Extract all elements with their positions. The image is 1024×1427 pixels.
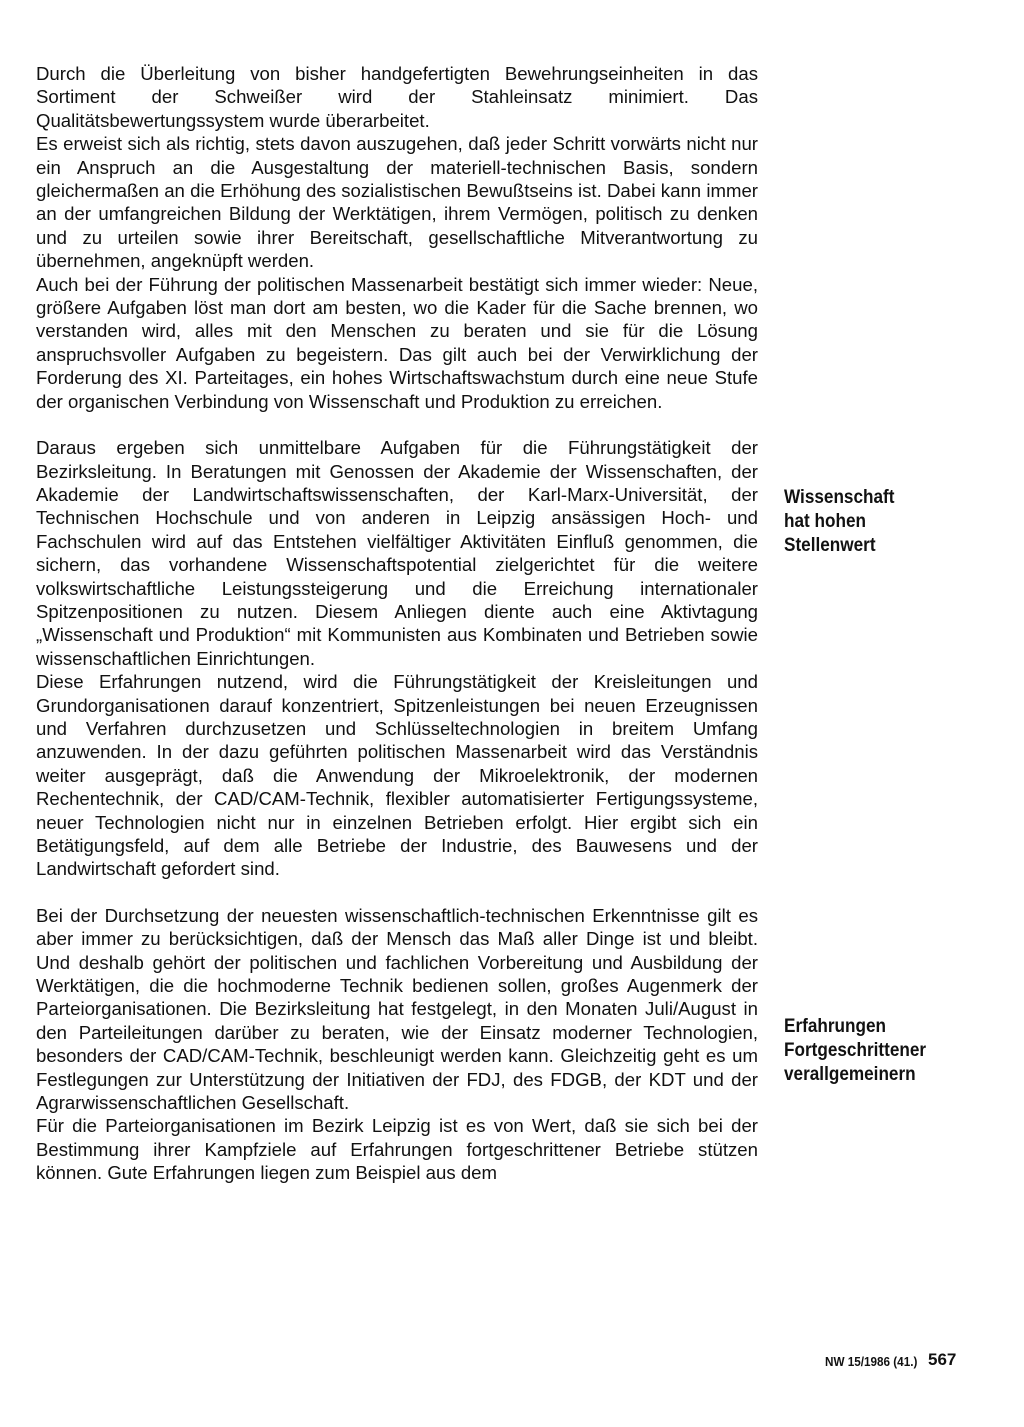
margin-heading-line: Fortgeschrittener [784, 1039, 927, 1061]
paragraph-5: Diese Erfahrungen nutzend, wird die Führungstätigkeit der Kreisleitungen und Grundorganisationen darauf konzentriert, Spitzenleistungen bei neuen Erzeugnissen und Verfahren durchzusetzen und Schlüsseltechnologien in breitem Umfang anzuwenden. In der dazu geführten politischen Massenarbeit wird das Verständnis weiter ausgeprägt, daß die Anwendung der Mikroelektronik, der modernen Rechentechnik, der CAD/CAM-Technik, flexibler automatisierter Fertigungssysteme, neuer Technologien nicht nur in einzelnen Betrieben erfolgt. Hier ergibt sich ein Betätigungsfeld, auf dem alle Betriebe der Industrie, des Bauwesens und der Landwirtschaft gefordert sind. [36, 671, 758, 880]
margin-heading-line: hat hohen [784, 510, 866, 532]
body-column [36, 62, 758, 1185]
journal-issue: NW 15/1986 (41.) [825, 1354, 918, 1369]
paragraph-2: Es erweist sich als richtig, stets davon auszugehen, daß jeder Schritt vorwärts nicht nur ein Anspruch an die Ausgestaltung der materiell-technischen Basis, sondern gleichermaßen an die Erhöhung des sozialistischen Bewußtseins ist. Dabei kann immer an der umfangreichen Bildung der Werktätigen, ihrem Vermögen, politisch zu denken und zu urteilen sowie ihrer Bereitschaft, gesellschaftliche Mitverantwortung zu übernehmen, angeknüpft werden. [36, 133, 758, 272]
margin-heading-line: Erfahrungen [784, 1015, 887, 1037]
page-footer [0, 1350, 1024, 1374]
margin-heading-line: verallgemeinern [784, 1063, 916, 1085]
margin-heading-wissenschaft [784, 485, 978, 557]
paragraph-7: Für die Parteiorganisationen im Bezirk Leipzig ist es von Wert, daß sie sich bei der Bestimmung ihrer Kampfziele auf Erfahrungen fortgeschrittener Betriebe stützen können. Gute Erfahrungen liegen zum Beispiel aus dem [36, 1115, 758, 1184]
paragraph-4: Daraus ergeben sich unmittelbare Aufgaben für die Führungstätigkeit der Bezirksleitung. In Beratungen mit Genossen der Akademie der Wissenschaften, der Akademie der Landwirtschaftswissenschaften, der Karl-Marx-Universität, der Technischen Hochschule und von anderen in Leipzig ansässigen Hoch- und Fachschulen wird auf das Entstehen vielfältiger Aktivitäten Einfluß genommen, die sichern, das vorhandene Wissenschaftspotential zielgerichtet für die weitere volkswirtschaftliche Leistungssteigerung und die Erreichung internationaler Spitzenpositionen zu nutzen. Diesem Anliegen diente auch eine Aktivtagung „Wissenschaft und Produktion“ mit Kommunisten aus Kombinaten und Betrieben sowie wissenschaftlichen Einrichtungen. [36, 437, 758, 669]
margin-heading-erfahrungen [784, 1014, 978, 1086]
margin-heading-line: Stellenwert [784, 534, 876, 556]
paragraph-3: Auch bei der Führung der politischen Massenarbeit bestätigt sich immer wieder: Neue, größere Aufgaben löst man dort am besten, wo die Kader für die Sache brennen, wo verstanden wird, alles mit den Menschen zu beraten und sie für die Lösung anspruchsvoller Aufgaben zu begeistern. Das gilt auch bei der Verwirklichung der Forderung des XI. Parteitages, ein hohes Wirtschaftswachstum durch eine neue Stufe der organischen Verbindung von Wissenschaft und Produktion zu erreichen. [36, 273, 758, 412]
paragraph-1: Durch die Überleitung von bisher handgefertigten Bewehrungseinheiten in das Sortiment der Schweißer wird der Stahleinsatz minimiert. Das Qualitätsbewertungssystem wurde überarbeitet. [36, 63, 758, 131]
page-number: 567 [928, 1350, 957, 1369]
paragraph-6: Bei der Durchsetzung der neuesten wissenschaftlich-technischen Erkenntnisse gilt es aber immer zu berücksichtigen, daß der Mensch das Maß aller Dinge ist und bleibt. Und deshalb gehört der politischen und fachlichen Vorbereitung und Ausbildung der Werktätigen, die die hochmoderne Technik bedienen sollen, großes Augenmerk der Parteiorganisationen. Die Bezirksleitung hat festgelegt, in den Monaten Juli/August in den Parteileitungen darüber zu beraten, wie der Einsatz moderner Technologien, besonders der CAD/CAM-Technik, beschleunigt werden kann. Gleichzeitig geht es um Festlegungen zur Unterstützung der Initiativen der FDJ, des FDGB, der KDT und der Agrarwissenschaftlichen Gesellschaft. [36, 904, 758, 1114]
margin-heading-line: Wissenschaft [784, 486, 895, 508]
